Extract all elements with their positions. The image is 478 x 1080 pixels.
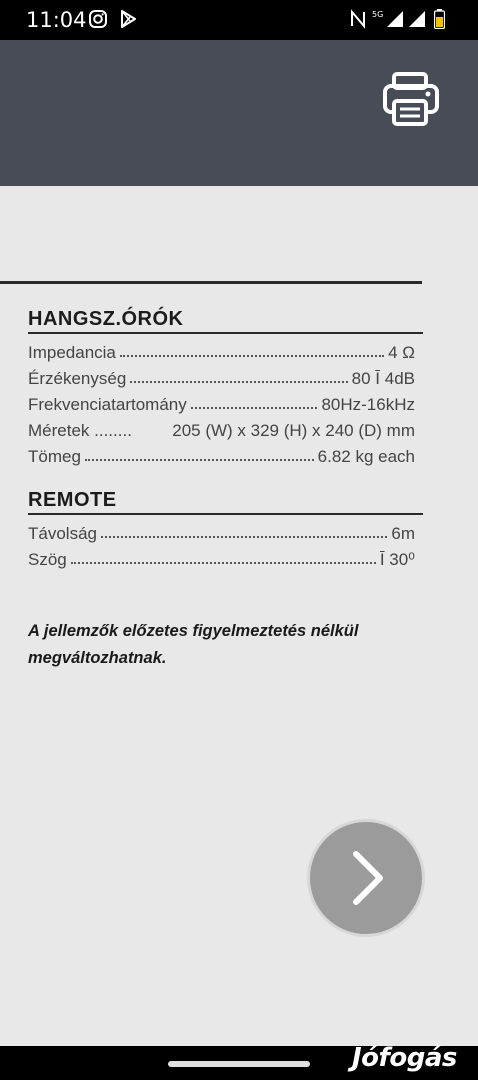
spec-value: 80Hz-16kHz	[321, 395, 415, 414]
instagram-icon	[88, 9, 108, 34]
spec-label: Impedancia	[28, 343, 116, 362]
leader-dots	[130, 381, 347, 383]
spec-label: Érzékenység	[28, 369, 127, 388]
leader-dots	[71, 562, 376, 564]
status-time: 11:04	[26, 8, 87, 32]
spec-row-impedance	[28, 337, 415, 363]
spec-label: Szög	[28, 550, 67, 569]
printer-icon	[380, 115, 442, 132]
spec-value: 6.82 kg each	[317, 447, 415, 466]
play-store-icon	[118, 9, 138, 34]
spec-value: 4 Ω	[388, 343, 415, 362]
spec-value: 6m	[391, 524, 415, 543]
spec-value: 80 Ī 4dB	[351, 369, 415, 388]
spec-row-sensitivity	[28, 363, 415, 389]
spec-row-frequency	[28, 389, 415, 415]
home-gesture-handle[interactable]	[168, 1061, 310, 1067]
disclaimer-note: A jellemzők előzetes figyelmeztetés nélkül megváltozhatnak.	[28, 622, 359, 667]
leader-dots	[85, 459, 314, 461]
chevron-right-icon	[310, 921, 422, 938]
signal-icon	[386, 10, 404, 33]
spec-value: 205 (W) x 329 (H) x 240 (D) mm	[172, 421, 415, 440]
network-type-label: 5G	[372, 10, 384, 19]
section-divider	[28, 513, 423, 515]
leader-dots	[120, 355, 384, 357]
spec-label: Távolság	[28, 524, 97, 543]
nfc-icon	[350, 9, 366, 34]
spec-label: Frekvenciatartomány	[28, 395, 187, 414]
section-title-remote: REMOTE	[28, 489, 117, 511]
status-bar	[0, 0, 478, 40]
battery-icon	[434, 9, 445, 34]
print-button[interactable]	[380, 70, 442, 128]
spec-row-dimensions	[28, 415, 415, 441]
watermark-logo: Jófogás	[352, 1043, 457, 1073]
spec-value: Ī 30⁰	[379, 550, 415, 569]
leader-dots	[191, 407, 318, 409]
next-page-button[interactable]	[307, 819, 425, 937]
spec-row-distance	[28, 518, 415, 544]
signal-icon-2	[408, 10, 426, 33]
divider	[0, 281, 422, 284]
leader-dots	[101, 536, 387, 538]
spec-row-weight	[28, 441, 415, 467]
section-divider	[28, 332, 423, 334]
spec-label: Méretek ........	[28, 421, 132, 440]
spec-row-angle	[28, 544, 415, 570]
section-title-speakers: HANGSZ.ÓRÓK	[28, 308, 184, 330]
spec-label: Tömeg	[28, 447, 81, 466]
